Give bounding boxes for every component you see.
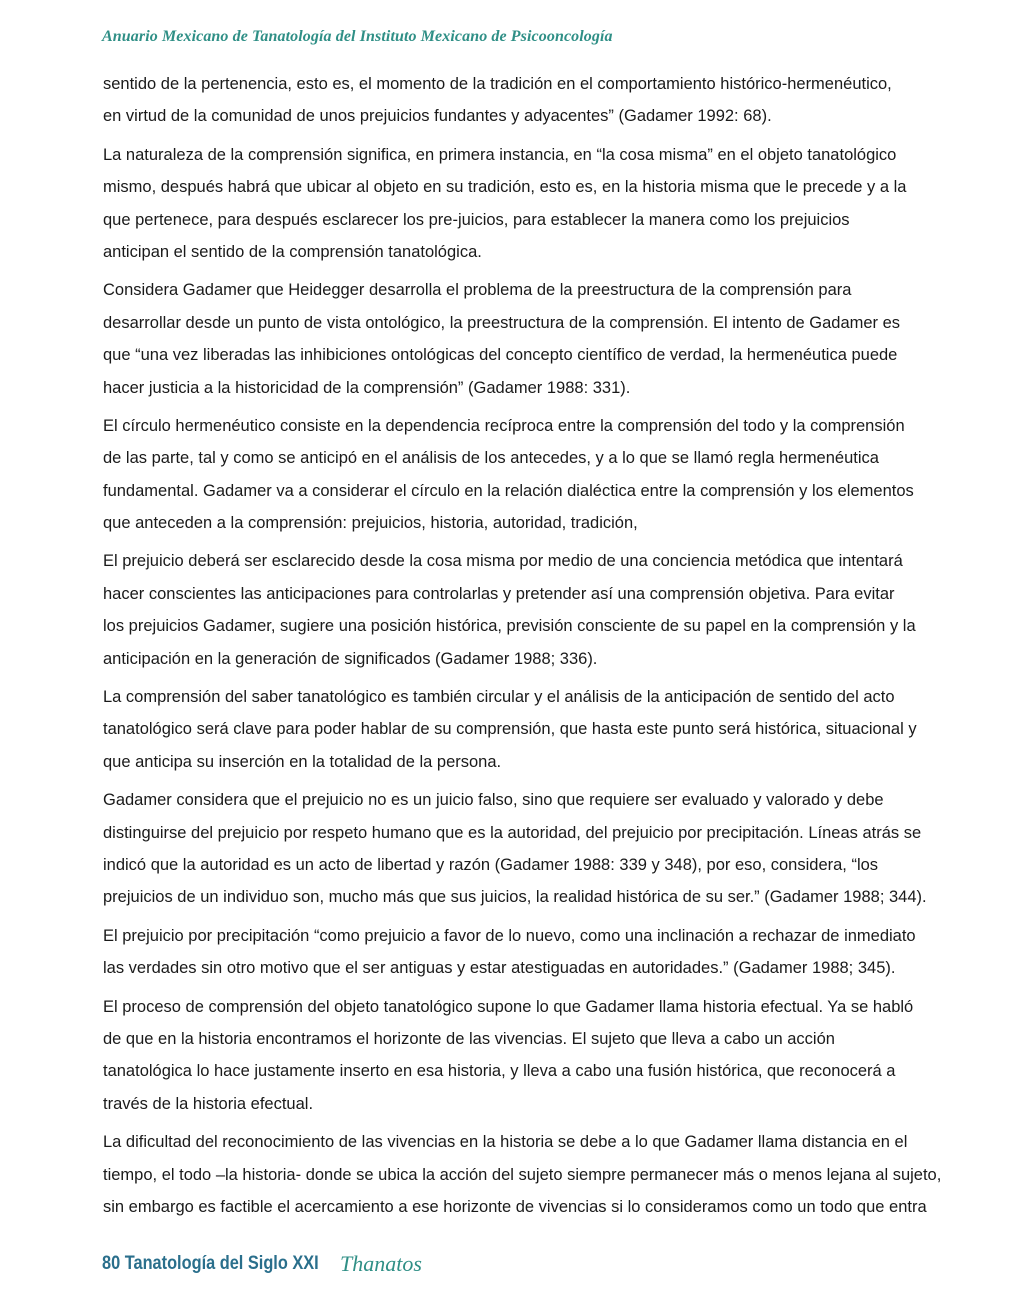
text-line: Gadamer considera que el prejuicio no es un juicio falso, sino que requiere ser evaluado y valorado y debe — [103, 791, 884, 810]
text-line: tanatológico será clave para poder hablar de su comprensión, que hasta este punto será histórica, situacional y — [103, 720, 917, 739]
text-line: desarrollar desde un punto de vista ontológico, la preestructura de la comprensión. El intento de Gadamer es — [103, 313, 901, 332]
text-line: de las parte, tal y como se anticipó en el análisis de los antecedes, y a lo que se llamó regla hermenéutica — [103, 449, 879, 468]
text-line: de que en la historia encontramos el horizonte de las vivencias. El sujeto que lleva a cabo un acción — [103, 1029, 835, 1048]
paragraph — [103, 410, 1003, 540]
text-line: que anticipa su inserción en la totalidad de la persona. — [103, 752, 502, 771]
thanatos-logo: Thanatos — [339, 1251, 422, 1276]
text-line: los prejuicios Gadamer, sugiere una posición histórica, previsión consciente de su papel en la comprensión y la — [103, 617, 916, 636]
running-header: Anuario Mexicano de Tanatología del Instituto Mexicano de Psicooncología — [102, 28, 613, 45]
paragraph — [103, 139, 1003, 269]
text-line: tanatológica lo hace justamente inserto en esa historia, y lleva a cabo una fusión histórica, que reconocerá a — [103, 1062, 896, 1081]
text-line: La dificultad del reconocimiento de las vivencias en la historia se debe a lo que Gadamer llama distancia en el — [103, 1133, 908, 1152]
text-line: distinguirse del prejuicio por respeto humano que es la autoridad, del prejuicio por precipitación. Líneas atrás se — [103, 823, 922, 842]
text-line: El prejuicio deberá ser esclarecido desde la cosa misma por medio de una conciencia metódica que intentará — [103, 552, 903, 571]
text-line: las verdades sin otro motivo que el ser antiguas y estar atestiguadas en autoridades.” (Gadamer 1988; 345). — [103, 959, 896, 978]
page-footer — [102, 1246, 422, 1282]
text-line: tiempo, el todo –la historia- donde se ubica la acción del sujeto siempre permanecer más o menos lejana al sujeto, — [103, 1165, 942, 1184]
text-line: El prejuicio por precipitación “como prejuicio a favor de lo nuevo, como una inclinación a rechazar de inmediato — [103, 926, 916, 945]
text-line: fundamental. Gadamer va a considerar el círculo en la relación dialéctica entre la comprensión y los elementos — [103, 481, 914, 500]
paragraph — [103, 68, 1003, 133]
paragraph — [103, 784, 1003, 914]
text-line: que anteceden a la comprensión: prejuicios, historia, autoridad, tradición, — [103, 514, 638, 533]
text-line: El círculo hermenéutico consiste en la dependencia recíproca entre la comprensión del todo y la comprensión — [103, 416, 905, 435]
paragraph — [103, 991, 1003, 1121]
text-line: que pertenece, para después esclarecer los pre-juicios, para establecer la manera como los prejuicios — [103, 210, 850, 229]
text-line: mismo, después habrá que ubicar al objeto en su tradición, esto es, en la historia misma que le precede y a la — [103, 178, 907, 197]
text-line: sentido de la pertenencia, esto es, el momento de la tradición en el comportamiento histórico-hermenéutico, — [103, 75, 892, 93]
text-line: sin embargo es factible el acercamiento a ese horizonte de vivencias si lo consideramos como un todo que entra — [103, 1197, 927, 1216]
text-line: hacer justicia a la historicidad de la comprensión” (Gadamer 1988: 331). — [103, 378, 631, 397]
paragraph — [103, 920, 1003, 985]
text-line: La comprensión del saber tanatológico es también circular y el análisis de la anticipación de sentido del acto — [103, 688, 895, 707]
text-line: El proceso de comprensión del objeto tanatológico supone lo que Gadamer llama historia efectual. Ya se habló — [103, 997, 914, 1016]
text-line: Considera Gadamer que Heidegger desarrolla el problema de la preestructura de la comprensión para — [103, 281, 852, 300]
paragraph — [103, 274, 1003, 404]
footer-page-label: 80 Tanatología del Siglo XXI — [102, 1253, 319, 1274]
text-line: prejuicios de un individuo son, mucho más que sus juicios, la realidad histórica de su ser.” (Gadamer 1988; 344). — [103, 888, 927, 907]
text-line: hacer conscientes las anticipaciones para controlarlas y pretender así una comprensión objetiva. Para evitar — [103, 584, 895, 603]
paragraph — [103, 545, 1003, 675]
paragraph — [103, 1126, 1003, 1223]
text-line: La naturaleza de la comprensión significa, en primera instancia, en “la cosa misma” en el objeto tanatológico — [103, 145, 897, 164]
text-line: través de la historia efectual. — [103, 1094, 314, 1113]
article-body — [103, 68, 1003, 1229]
text-line: indicó que la autoridad es un acto de libertad y razón (Gadamer 1988: 339 y 348), por eso, considera, “los — [103, 855, 879, 874]
text-line: anticipación en la generación de significados (Gadamer 1988; 336). — [103, 649, 598, 668]
paragraph — [103, 681, 1003, 778]
text-line: anticipan el sentido de la comprensión tanatológica. — [103, 242, 482, 261]
text-line: en virtud de la comunidad de unos prejuicios fundantes y adyacentes” (Gadamer 1992: 68). — [103, 107, 772, 126]
text-line: que “una vez liberadas las inhibiciones ontológicas del concepto científico de verdad, la hermenéutica puede — [103, 346, 898, 365]
